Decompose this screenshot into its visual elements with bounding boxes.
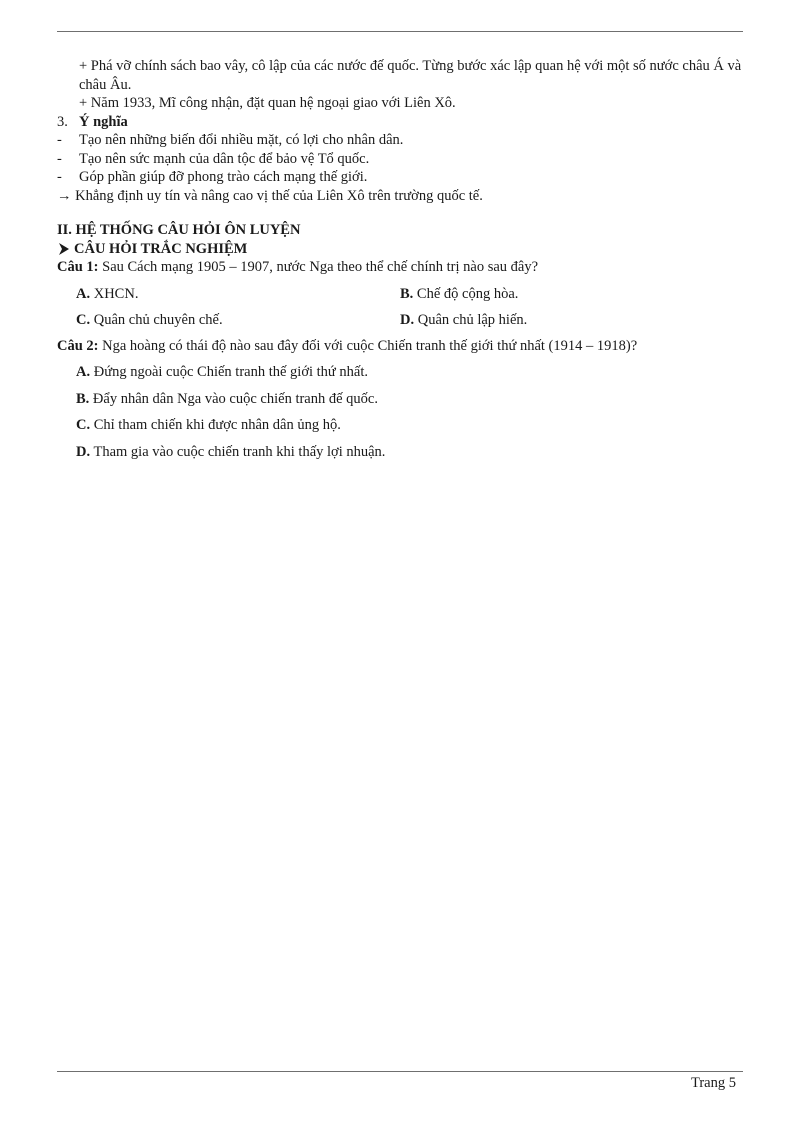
option-c (76, 311, 400, 330)
section-3-number: 3. (57, 113, 68, 130)
question-1 (57, 258, 743, 277)
section-3-title: Ý nghĩa (79, 113, 128, 130)
question-2 (57, 337, 743, 356)
intro-line-2: + Năm 1933, Mĩ công nhận, đặt quan hệ ngoại giao với Liên Xô. (79, 95, 456, 111)
bullet-dash: - (57, 169, 62, 185)
option-b (57, 390, 743, 409)
option-letter: D. (76, 443, 91, 460)
question-label: Câu 1: (57, 259, 99, 275)
bullet-text: Tạo nên những biến đổi nhiều mặt, có lợi cho nhân dân. (79, 132, 404, 148)
option-text: Đẩy nhân dân Nga vào cuộc chiến tranh đế quốc. (89, 390, 378, 407)
option-text: Đứng ngoài cuộc Chiến tranh thế giới thứ nhất. (90, 364, 368, 380)
option-c (57, 416, 743, 435)
option-letter: D. (400, 312, 415, 328)
option-a (57, 363, 743, 382)
bullet-dash: - (57, 132, 62, 148)
option-b (400, 285, 724, 304)
option-d (400, 311, 724, 330)
option-letter: A. (76, 364, 91, 380)
question-label: Câu 2: (57, 337, 99, 354)
options-row (57, 285, 743, 304)
option-text: Chỉ tham chiến khi được nhân dân ủng hộ. (90, 417, 341, 433)
bullet-text: Góp phần giúp đỡ phong trào cách mạng thế giới. (79, 169, 368, 185)
option-text: XHCN. (90, 285, 139, 302)
bullet-item (57, 131, 743, 150)
option-text: Quân chủ chuyên chế. (90, 312, 223, 328)
bullet-dash: - (57, 150, 62, 167)
option-letter: B. (76, 390, 90, 407)
option-d (57, 443, 743, 462)
option-letter: C. (76, 417, 91, 433)
bullet-text: Tạo nên sức mạnh của dân tộc để bảo vệ Tổ quốc. (79, 150, 370, 167)
multiple-choice-heading (57, 240, 743, 259)
arrow-bullet-icon (57, 242, 71, 256)
section-3-heading (57, 113, 743, 132)
option-letter: C. (76, 312, 91, 328)
options-row (57, 311, 743, 330)
question-text: Sau Cách mạng 1905 – 1907, nước Nga theo thể chế chính trị nào sau đây? (98, 259, 539, 275)
page-content (57, 57, 743, 461)
option-text: Tham gia vào cuộc chiến tranh khi thấy lợi nhuận. (90, 443, 386, 460)
question-text: Nga hoàng có thái độ nào sau đây đối với cuộc Chiến tranh thế giới thứ nhất (1914 – 1918)? (98, 337, 638, 354)
multiple-choice-title: CÂU HỎI TRẮC NGHIỆM (74, 240, 248, 257)
option-letter: A. (76, 285, 91, 302)
conclusion: → Khẳng định uy tín và nâng cao vị thế của Liên Xô trên trường quốc tế. (57, 187, 483, 204)
option-text: Chế độ cộng hòa. (413, 285, 519, 302)
option-a (76, 285, 400, 304)
footer-rule (57, 1071, 743, 1072)
intro-line-1: + Phá vỡ chính sách bao vây, cô lập của các nước đế quốc. Từng bước xác lập quan hệ với một số nước châu Á và châu Âu. (79, 58, 742, 93)
part-2-title: II. HỆ THỐNG CÂU HỎI ÔN LUYỆN (57, 222, 301, 238)
option-text: Quân chủ lập hiến. (414, 312, 528, 328)
bullet-item (57, 150, 743, 169)
header-rule (57, 31, 743, 32)
bullet-item (57, 168, 743, 187)
option-letter: B. (400, 285, 414, 302)
page-number: Trang 5 (691, 1075, 736, 1091)
